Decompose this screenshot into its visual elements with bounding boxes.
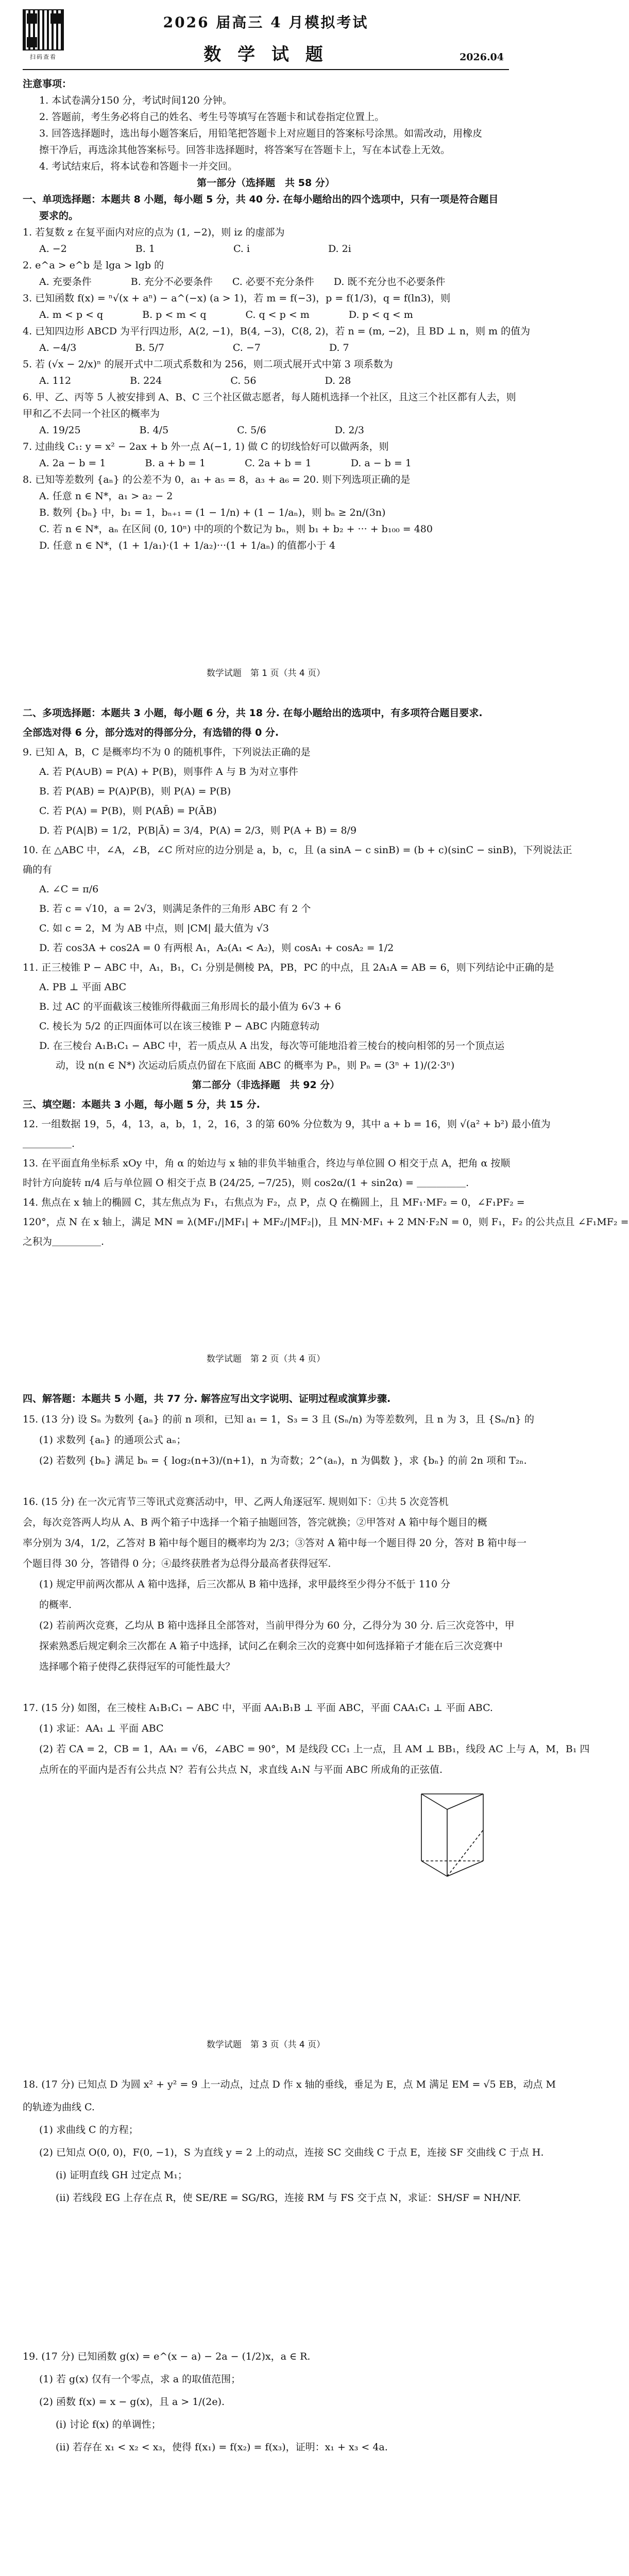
text-line: 1. 本试卷满分150 分，考试时间120 分钟。 bbox=[39, 95, 232, 106]
text-line: A. 充要条件 B. 充分不必要条件 C. 必要不充分条件 D. 既不充分也不必要条件 bbox=[39, 276, 446, 287]
text-line: 要求的。 bbox=[39, 210, 79, 222]
text-line: 甲和乙不去同一个社区的概率为 bbox=[23, 408, 160, 419]
text-line: (2) 若数列 {bₙ} 满足 bₙ = { log₂(n+3)/(n+1)，n 为奇数；2^(aₙ)，n 为偶数 }，求 {bₙ} 的前 2n 项和 T₂ₙ. bbox=[39, 1455, 527, 1466]
text-line: D. 任意 n ∈ N*，(1 + 1/a₁)·(1 + 1/a₂)···(1 + 1/aₙ) 的值都小于 4 bbox=[39, 540, 336, 551]
text-line: (i) 讨论 f(x) 的单调性； bbox=[56, 2419, 161, 2430]
page-3 bbox=[0, 1371, 590, 2057]
text-line: B. 数列 {bₙ} 中，b₁ = 1，bₙ₊₁ = (1 − 1/n) + (1 − 1/aₙ)，则 bₙ ≥ 2n/(3n) bbox=[39, 507, 386, 518]
text-line: D. 若 cos3A + cos2A = 0 有两根 A₁，A₂(A₁ < A₂)，则 cosA₁ + cosA₂ = 1/2 bbox=[39, 942, 394, 954]
text-line: B. 过 AC 的平面截该三棱锥所得截面三角形周长的最小值为 6√3 + 6 bbox=[39, 1001, 341, 1012]
text-line: A. −2 B. 1 C. i D. 2i bbox=[39, 243, 351, 255]
text-line: (1) 求曲线 C 的方程； bbox=[39, 2124, 139, 2136]
text-line: D. 若 P(A|B) = 1/2，P(B|Ā) = 3/4，P(A) = 2/3，则 P(A + B) = 8/9 bbox=[39, 825, 357, 836]
text-line: (2) 若前两次竞赛，乙均从 B 箱中选择且全部答对，当前甲得分为 60 分，乙得分为 30 分. 后三次竞答中，甲 bbox=[39, 1620, 515, 1631]
text-line: (ii) 若存在 x₁ < x₂ < x₃，使得 f(x₁) = f(x₂) = f(x₃)，证明：x₁ + x₃ < 4a. bbox=[56, 2442, 388, 2453]
text-line: 的轨迹为曲线 C. bbox=[23, 2102, 95, 2113]
text-line: C. 若 P(A) = P(B)，则 P(AB̄) = P(ĀB) bbox=[39, 805, 217, 817]
text-line: ＿＿＿＿＿. bbox=[23, 1138, 75, 1149]
header-rule bbox=[23, 69, 509, 70]
text-line: C. 棱长为 5/2 的正四面体可以在该三棱锥 P − ABC 内随意转动 bbox=[39, 1021, 320, 1032]
text-line: D. 在三棱台 A₁B₁C₁ − ABC 中，若一质点从 A 出发，每次等可能地沿着三棱台的棱向相邻的另一个顶点运 bbox=[39, 1040, 505, 1052]
text-line: (1) 求数列 {aₙ} 的通项公式 aₙ； bbox=[39, 1434, 186, 1446]
text-line: 11. 正三棱锥 P − ABC 中，A₁，B₁，C₁ 分别是侧棱 PA，PB，PC 的中点，且 2A₁A = AB = 6，则下列结论中正确的是 bbox=[23, 962, 554, 973]
text-line: 一、单项选择题：本题共 8 小题，每小题 5 分，共 40 分. 在每小题给出的四个选项中，只有一项是符合题目 bbox=[23, 194, 499, 205]
text-line: 7. 过曲线 C₁: y = x² − 2ax + b 外一点 A(−1, 1) 做 C 的切线恰好可以做两条，则 bbox=[23, 441, 389, 452]
text-line: 16. (15 分) 在一次元宵节三等讯式竞赛活动中，甲、乙两人角逐冠军. 规则如下：①共 5 次竞答机 bbox=[23, 1496, 449, 1507]
text-line: 120°，点 N 在 x 轴上，满足 MN = λ(MF₁/|MF₁| + MF₂/|MF₂|)，且 MN·MF₁ + 2 MN·F₂N = 0，则 F₁，F₂ 的公共点且 ∠F₁MF₂ = bbox=[23, 1216, 629, 1228]
page-1 bbox=[0, 0, 532, 686]
text-line: (ii) 若线段 EG 上存在点 R，使 SE/RE = SG/RG，连接 RM 与 FS 交于点 N，求证：SH/SF = NH/NF. bbox=[56, 2192, 521, 2204]
text-line: A. 若 P(A∪B) = P(A) + P(B)，则事件 A 与 B 为对立事件 bbox=[39, 766, 298, 777]
text-line: 12. 一组数据 19，5，4，13，a，b，1，2，16，3 的第 60% 分位数为 9，其中 a + b = 16，则 √(a² + b²) 最小值为 bbox=[23, 1118, 551, 1130]
text-line: 9. 已知 A，B，C 是概率均不为 0 的随机事件，下列说法正确的是 bbox=[23, 747, 311, 758]
prism-figure bbox=[406, 1778, 499, 1882]
text-line: 14. 焦点在 x 轴上的椭圆 C，其左焦点为 F₁，右焦点为 F₂，点 P，点 Q 在椭圆上，且 MF₁·MF₂ = 0，∠F₁PF₂ = bbox=[23, 1197, 525, 1208]
text-line: 4. 考试结束后，将本试卷和答题卡一并交回。 bbox=[39, 161, 238, 172]
text-line: (1) 规定甲前两次都从 A 箱中选择，后三次都从 B 箱中选择，求甲最终至少得分不低于 110 分 bbox=[39, 1579, 451, 1590]
text-line: 1. 若复数 z 在复平面内对应的点为 (1, −2)，则 iz 的虚部为 bbox=[23, 227, 285, 238]
text-line: 擦干净后，再选涂其他答案标号。回答非选择题时，将答案写在答题卡上，写在本试卷上无效。 bbox=[39, 144, 451, 156]
text-line: A. −4/3 B. 5/7 C. −7 D. 7 bbox=[39, 342, 349, 353]
text-line: 19. (17 分) 已知函数 g(x) = e^(x − a) − 2a − (1/2)x，a ∈ R. bbox=[23, 2351, 311, 2362]
text-line: 动，设 n(n ∈ N*) 次运动后质点仍留在下底面 ABC 的概率为 Pₙ，则 Pₙ = (3ⁿ + 1)/(2·3ⁿ) bbox=[56, 1060, 455, 1071]
text-line: 17. (15 分) 如图，在三棱柱 A₁B₁C₁ − ABC 中，平面 AA₁B₁B ⊥ 平面 ABC，平面 CAA₁C₁ ⊥ 平面 ABC. bbox=[23, 1702, 493, 1714]
text-line: 四、解答题：本题共 5 小题，共 77 分. 解答应写出文字说明、证明过程或演算步骤. bbox=[23, 1393, 391, 1404]
text-line: 4. 已知四边形 ABCD 为平行四边形，A(2, −1)，B(4, −3)，C(8, 2)，若 n = (m, −2)，且 BD ⊥ n，则 m 的值为 bbox=[23, 326, 531, 337]
text-line: C. 如 c = 2，M 为 AB 中点，则 |CM| 最大值为 √3 bbox=[39, 923, 269, 934]
page-footer: 数学试题 第 1 页（共 4 页） bbox=[206, 668, 326, 679]
text-line: (1) 若 g(x) 仅有一个零点，求 a 的取值范围； bbox=[39, 2374, 241, 2385]
text-line: A. 112 B. 224 C. 56 D. 28 bbox=[39, 375, 351, 386]
text-line: 2. 答题前，考生务必将自己的姓名、考生号等填写在答题卡和试卷指定位置上。 bbox=[39, 111, 385, 123]
text-line: 15. (13 分) 设 Sₙ 为数列 {aₙ} 的前 n 项和，已知 a₁ = 1，S₃ = 3 且 (Sₙ/n) 为等差数列，且 n 为 3，且 {Sₙ/n} 的 bbox=[23, 1414, 534, 1425]
text-line: (2) 若 CA = 2，CB = 1，AA₁ = √6，∠ABC = 90°，M 是线段 CC₁ 上一点，且 AM ⊥ BB₁，线段 AC 上与 A，M，B₁ 四 bbox=[39, 1743, 590, 1755]
text-line: B. 若 c = √10，a = 2√3，则满足条件的三角形 ABC 有 2 个 bbox=[39, 903, 311, 914]
text-line: A. 2a − b = 1 B. a + b = 1 C. 2a + b = 1 D. a − b = 1 bbox=[39, 457, 412, 469]
text-line: 18. (17 分) 已知点 D 为圆 x² + y² = 9 上一动点，过点 D 作 x 轴的垂线，垂足为 E，点 M 满足 EM = √5 EB，动点 M bbox=[23, 2079, 556, 2090]
text-line: 第一部分（选择题 共 58 分） bbox=[197, 177, 335, 189]
exam-date: 2026.04 bbox=[460, 52, 504, 63]
page-4 bbox=[0, 2057, 556, 2576]
text-line: 确的有 bbox=[23, 864, 53, 875]
text-line: (2) 已知点 O(0, 0)，F(0, −1)，S 为直线 y = 2 上的动点，连接 SC 交曲线 C 于点 E，连接 SF 交曲线 C 于点 H. bbox=[39, 2147, 544, 2158]
text-line: A. m < p < q B. p < m < q C. q < p < m D. p < q < m bbox=[39, 309, 413, 320]
qr-caption: 扫码查看 bbox=[30, 54, 57, 60]
text-line: B. 若 P(AB) = P(A)P(B)，则 P(A) = P(B) bbox=[39, 786, 231, 797]
text-line: A. ∠C = π/6 bbox=[39, 884, 99, 895]
text-line: 13. 在平面直角坐标系 xOy 中，角 α 的始边与 x 轴的非负半轴重合，终边与单位圆 O 相交于点 A，把角 α 按顺 bbox=[23, 1158, 511, 1169]
text-line: 6. 甲、乙、丙等 5 人被安排到 A、B、C 三个社区做志愿者，每人随机选择一个社区，且这三个社区都有人去，则 bbox=[23, 392, 516, 403]
subject-title: 数 学 试 题 bbox=[203, 44, 328, 65]
text-line: 全部选对得 6 分，部分选对的得部分分，有选错的得 0 分. bbox=[23, 727, 279, 738]
text-line: 注意事项： bbox=[23, 78, 72, 90]
text-line: (2) 函数 f(x) = x − g(x)，且 a > 1/(2e). bbox=[39, 2396, 225, 2408]
text-line: 点所在的平面内是否有公共点 N？若有公共点 N，求直线 A₁N 与平面 ABC 所成角的正弦值. bbox=[39, 1764, 443, 1775]
text-line: 5. 若 (√x − 2/x)ⁿ 的展开式中二项式系数和为 256，则二项式展开式中第 3 项系数为 bbox=[23, 359, 393, 370]
text-line: 2. e^a > e^b 是 lga > lgb 的 bbox=[23, 260, 164, 271]
text-line: A. 19/25 B. 4/5 C. 5/6 D. 2/3 bbox=[39, 425, 364, 436]
text-line: 的概率. bbox=[39, 1599, 72, 1611]
text-line: C. 若 n ∈ N*，aₙ 在区间 (0, 10ⁿ) 中的项的个数记为 bₙ，则 b₁ + b₂ + ··· + b₁₀₀ = 480 bbox=[39, 523, 433, 535]
text-line: 时针方向旋转 π/4 后与单位圆 O 相交于点 B (24/25, −7/25)，则 cos2α/(1 + sin2α) = ＿＿＿＿＿. bbox=[23, 1177, 469, 1189]
text-line: 选择哪个箱子使得乙获得冠军的可能性最大？ bbox=[39, 1661, 235, 1672]
page-2 bbox=[0, 686, 629, 1371]
text-line: 10. 在 △ABC 中，∠A，∠B，∠C 所对应的边分别是 a，b，c，且 (a sinA − c sinB) = (b + c)(sinC − sinB)，下列说法正 bbox=[23, 844, 572, 856]
exam-title: 2026 届高三 4 月模拟考试 bbox=[163, 14, 369, 31]
text-line: 率分别为 3/4，1/2，乙答对 B 箱中每个题目的概率均为 2/3；③答对 A 箱中每一个题目得 20 分，答对 B 箱中每一 bbox=[23, 1537, 526, 1549]
text-line: 三、填空题：本题共 3 小题，每小题 5 分，共 15 分. bbox=[23, 1099, 260, 1110]
text-line: 3. 已知函数 f(x) = ⁿ√(x + aⁿ) − a^(−x) (a > 1)，若 m = f(−3)，p = f(1/3)，q = f(ln3)，则 bbox=[23, 293, 451, 304]
text-line: 会，每次竞答两人均从 A、B 两个箱子中选择一个箱子抽题回答，答完就换；②甲答对 A 箱中每个题目的概 bbox=[23, 1517, 487, 1528]
text-line: 二、多项选择题：本题共 3 小题，每小题 6 分，共 18 分. 在每小题给出的选项中，有多项符合题目要求. bbox=[23, 707, 483, 719]
page-footer: 数学试题 第 2 页（共 4 页） bbox=[206, 1354, 326, 1364]
text-line: 第二部分（非选择题 共 92 分） bbox=[192, 1079, 340, 1091]
text-line: A. PB ⊥ 平面 ABC bbox=[39, 981, 127, 993]
text-line: 8. 已知等差数列 {aₙ} 的公差不为 0，a₁ + a₅ = 8，a₃ + a₆ = 20. 则下列选项正确的是 bbox=[23, 474, 411, 485]
text-line: 个题目得 30 分，答错得 0 分；④最终获胜者为总得分最高者获得冠军. bbox=[23, 1558, 331, 1569]
text-line: 探索熟悉后规定剩余三次都在 A 箱子中选择，试问乙在剩余三次的竞赛中如何选择箱子才能在后三次竞赛中 bbox=[39, 1640, 503, 1652]
text-line: A. 任意 n ∈ N*，a₁ > a₂ − 2 bbox=[39, 490, 173, 502]
text-line: (1) 求证：AA₁ ⊥ 平面 ABC bbox=[39, 1723, 164, 1734]
page-footer: 数学试题 第 3 页（共 4 页） bbox=[206, 2040, 326, 2050]
text-line: 之积为＿＿＿＿＿. bbox=[23, 1236, 105, 1247]
text-line: (i) 证明直线 GH 过定点 M₁； bbox=[56, 2170, 188, 2181]
text-line: 3. 回答选择题时，选出每小题答案后，用铅笔把答题卡上对应题目的答案标号涂黑。如需改动，用橡皮 bbox=[39, 128, 483, 139]
